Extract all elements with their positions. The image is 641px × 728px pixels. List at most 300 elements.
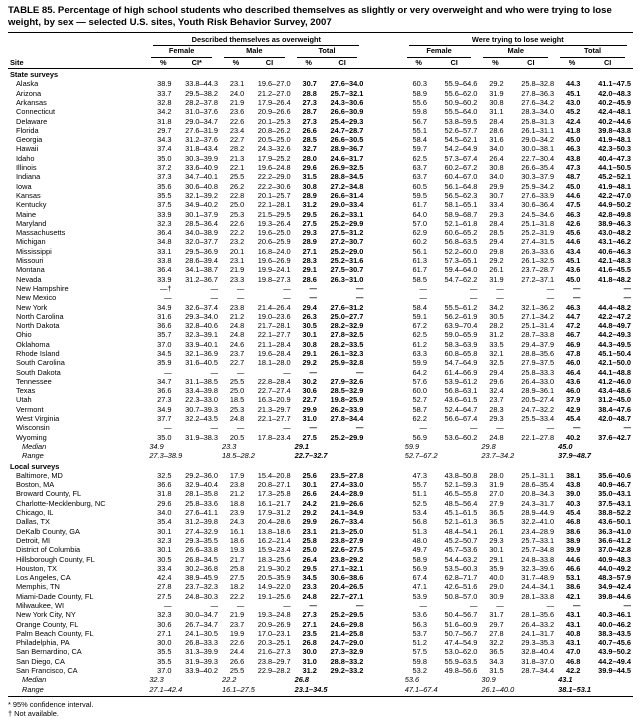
table-row	[8, 349, 633, 358]
subgroup-loseweight-male: Male	[479, 46, 556, 57]
subgroup-loseweight-female: Female	[403, 46, 480, 57]
ci-value: 57.3–67.4	[444, 153, 478, 163]
ci-value: 34.7–40.1	[185, 172, 218, 182]
pct-value: 29.3	[302, 228, 317, 238]
ci-value: 29.5–36.9	[185, 246, 218, 256]
pct-value: 28.0	[302, 153, 317, 163]
gap-cell	[365, 508, 402, 517]
ci-value: 20.6–25.9	[257, 237, 291, 247]
ci-value: 44.1–50.5	[598, 163, 631, 173]
pct-value: —	[309, 283, 317, 293]
ci-value: 53.0–62.0	[444, 647, 478, 657]
ci-value: 32.8–40.4	[521, 647, 555, 657]
subgroup-described-total: Total	[293, 46, 366, 57]
pct-value: 46.0	[565, 386, 581, 396]
table-row	[8, 657, 633, 666]
pct-value: 26.4	[302, 554, 317, 564]
pct-value: 29.9	[489, 181, 504, 191]
ci-value: 42.2–47.0	[598, 190, 631, 200]
ci-value: 31.9–38.3	[185, 432, 218, 442]
ci-value: 20.1–25.3	[257, 116, 291, 126]
pct-value: 25.0	[229, 386, 245, 396]
pct-value: 28.9	[302, 237, 317, 247]
pct-value: 33.1	[157, 246, 172, 256]
pct-value: 32.5	[157, 470, 172, 480]
ci-value: 25.1–31.1	[521, 470, 555, 480]
ci-value: 37.5–43.1	[598, 498, 631, 508]
ci-value: 23.8–29.2	[330, 554, 364, 564]
summary-row	[8, 685, 633, 697]
pct-value: —	[309, 293, 317, 303]
pct-value: 45.0	[565, 135, 581, 145]
pct-value: 23.1	[229, 256, 245, 266]
pct-value: 27.5	[302, 218, 317, 228]
pct-value: 51.1	[412, 489, 427, 499]
pct-value: 21.2	[229, 489, 245, 499]
ci-value: —	[283, 601, 291, 610]
ci-value: 33.6–40.9	[185, 163, 218, 173]
pct-value: 26.1	[489, 265, 504, 275]
pct-value: 34.8	[157, 237, 172, 247]
ci-value: 52.4–64.7	[444, 404, 478, 414]
pct-value: 37.5	[157, 200, 172, 210]
ci-value: 22.7–30.4	[521, 153, 555, 163]
pct-value: 37.0	[157, 339, 172, 349]
pct-value: 48.0	[412, 535, 427, 545]
ci-value: 24.1–31.7	[521, 628, 555, 638]
ci-value: 28.2–32.9	[330, 321, 364, 331]
pct-value: 26.6	[229, 656, 245, 666]
ci-value: 53.6–60.2	[444, 432, 478, 442]
ci-value: 25.2–29.9	[330, 218, 364, 228]
pct-value: 25.0	[302, 545, 317, 555]
pct-value: 36.6	[157, 386, 172, 396]
ci-value: 28.6–35.4	[521, 480, 555, 490]
ci-value: 24.8–33.8	[521, 554, 555, 564]
pct-value: 47.3	[565, 163, 581, 173]
gap-cell	[365, 555, 402, 564]
pct-value: 46.8	[565, 517, 581, 527]
pct-value: 25.8	[229, 563, 245, 573]
site-name: New Mexico	[16, 293, 57, 303]
pct-value: 63.3	[412, 348, 427, 358]
pct-value: 23.3	[302, 582, 317, 592]
ci-value: 31.9–39.3	[185, 656, 218, 666]
pct-value: 43.4	[565, 246, 581, 256]
pct-value: 55.1	[412, 125, 427, 135]
pct-value: 24.8	[229, 330, 245, 340]
pct-value: 28.5	[302, 135, 317, 145]
site-name: Ohio	[16, 330, 32, 340]
pct-value: 32.3	[157, 535, 172, 545]
pct-value: 29.2	[489, 79, 504, 89]
site-name: Connecticut	[16, 107, 56, 117]
ci-value: 60.4–67.0	[444, 172, 478, 182]
ci-value: 20.5–35.9	[257, 573, 291, 583]
table-row	[8, 610, 633, 619]
pct-value: 22.7	[302, 395, 317, 405]
ci-value: 16.2–21.4	[257, 535, 291, 545]
pct-value: 26.6	[302, 489, 317, 499]
ci-value: 44.2–49.4	[598, 656, 631, 666]
ci-value: 54.4–63.2	[444, 554, 478, 564]
pct-value: 32.2	[489, 638, 504, 648]
pct-value: —	[236, 283, 245, 293]
ci-value: 24.5–34.6	[521, 209, 555, 219]
ci-value: 24.6–31.7	[330, 153, 364, 163]
site-column-header: Site	[8, 58, 147, 69]
ci-value: 24.8–30.3	[185, 591, 218, 601]
pct-value: 19.9	[229, 628, 245, 638]
gap-cell	[365, 126, 402, 135]
pct-value: 56.7	[412, 116, 427, 126]
gap-cell	[365, 312, 402, 321]
pct-value: 26.1	[489, 526, 504, 536]
site-name: South Carolina	[16, 358, 65, 368]
pct-value: 35.0	[157, 153, 172, 163]
pct-value: 41.8	[565, 125, 581, 135]
ci-value: 38.3–43.5	[598, 628, 631, 638]
pct-value: 21.7	[229, 554, 245, 564]
pct-value: 61.7	[412, 265, 427, 275]
pct-value: 24.8	[489, 432, 504, 442]
pct-value: 46.0	[565, 358, 581, 368]
pct-value: 37.7	[157, 414, 172, 424]
ci-value: 45.7–53.6	[444, 545, 478, 555]
pct-value: 29.5	[302, 563, 317, 573]
ci-value: 21.1–28.4	[257, 339, 291, 349]
pct-value: 44.6	[565, 237, 581, 247]
site-name: Mississippi	[16, 246, 52, 256]
summary-value: 38.1–53.1	[556, 685, 633, 697]
gap-cell	[365, 247, 402, 256]
col-header-gap	[365, 58, 402, 69]
table-row	[8, 638, 633, 647]
ci-value: —	[283, 283, 291, 293]
ci-value: 27.2–30.7	[330, 237, 364, 247]
ci-value: 39.8–44.6	[598, 591, 631, 601]
table-row	[8, 433, 633, 442]
table-row	[8, 107, 633, 116]
pct-value: 27.5	[229, 573, 245, 583]
ci-value: 28.1–35.6	[521, 610, 555, 620]
pct-value: 19.3	[229, 545, 245, 555]
gap-cell	[365, 303, 402, 312]
pct-value: 29.1	[489, 554, 504, 564]
ci-value: 36.6–41.2	[598, 535, 631, 545]
gap-cell	[365, 499, 402, 508]
ci-value: —	[283, 367, 291, 377]
ci-value: 23.8–29.7	[257, 656, 291, 666]
site-name: Charlotte-Mecklenburg, NC	[16, 498, 106, 508]
summary-value: 59.9	[404, 441, 420, 451]
site-name: Detroit, MI	[16, 535, 51, 545]
ci-value: 26.6–33.8	[185, 545, 218, 555]
pct-value: —	[496, 283, 504, 293]
footnote-ci: * 95% confidence interval.	[8, 699, 94, 709]
pct-value: 30.8	[302, 181, 317, 191]
section-header-row	[8, 461, 633, 471]
pct-value: 45.4	[565, 414, 581, 424]
subgroup-gap	[365, 46, 402, 57]
ci-value: 19.3–24.8	[257, 610, 291, 620]
ci-value: 29.3–35.5	[185, 535, 218, 545]
pct-value: 22.2	[229, 228, 245, 238]
pct-value: 37.0	[157, 666, 172, 676]
pct-value: 23.1	[302, 526, 317, 536]
ci-value: 42.2–47.2	[598, 311, 631, 321]
pct-value: 28.2	[489, 321, 504, 331]
table-row	[8, 395, 633, 404]
table-row	[8, 592, 633, 601]
pct-value: 33.9	[157, 209, 172, 219]
table-row	[8, 330, 633, 339]
gap-cell	[365, 340, 402, 349]
summary-value: 27.3–38.9	[149, 451, 183, 461]
ci-value: 28.9–44.9	[521, 508, 555, 518]
ci-value: 56.6–67.4	[444, 414, 478, 424]
ci-value: —	[355, 423, 364, 433]
table-row	[8, 358, 633, 367]
pct-value: 22.2	[229, 591, 245, 601]
pct-value: 33.5	[489, 339, 504, 349]
pct-value: 34.2	[489, 302, 504, 312]
pct-value: 36.4	[157, 228, 172, 238]
ci-value: 48.4–54.1	[444, 526, 478, 536]
ci-value: 23.5–27.8	[330, 470, 364, 480]
pct-value: 31.1	[489, 107, 504, 117]
pct-value: 24.4	[229, 647, 245, 657]
gap-cell	[365, 293, 402, 302]
pct-value: 27.1	[157, 628, 172, 638]
pct-value: 36.4	[157, 265, 172, 275]
pct-value: —	[572, 293, 581, 303]
ci-value: 50.8–57.0	[444, 591, 478, 601]
ci-value: —	[470, 293, 478, 303]
ci-value: 28.8–34.5	[330, 172, 364, 182]
site-name: DeKalb County, GA	[16, 526, 80, 536]
gap-cell	[365, 368, 402, 377]
pct-value: 46.9	[565, 339, 581, 349]
site-name: Illinois	[16, 163, 37, 173]
ci-value: 16.8–24.0	[257, 246, 291, 256]
ci-value: 20.9–26.6	[257, 107, 291, 117]
pct-value: 30.8	[302, 339, 317, 349]
table-row	[8, 620, 633, 629]
ci-value: —	[355, 293, 364, 303]
ci-value: 50.9–60.2	[444, 97, 478, 107]
ci-value: 30.1–37.9	[185, 209, 218, 219]
gap-cell	[365, 527, 402, 536]
summary-value: 43.1	[558, 675, 573, 685]
pct-value: 56.9	[412, 563, 427, 573]
pct-value: 34.5	[157, 348, 172, 358]
summary-value: 29.8	[481, 441, 496, 451]
gap-cell	[365, 480, 402, 489]
pct-value: 32.8	[157, 97, 172, 107]
ci-value: 27.6–31.2	[330, 302, 364, 312]
ci-value: 33.9–40.1	[185, 339, 218, 349]
gap-cell	[365, 405, 402, 414]
ci-value: 27.5–31.2	[330, 228, 364, 238]
ci-value: 31.2–39.8	[185, 517, 218, 527]
ci-value: 63.9–70.4	[444, 321, 478, 331]
ci-value: 26.2–33.9	[330, 404, 364, 414]
gap-cell	[365, 144, 402, 153]
pct-value: 23.8	[229, 480, 245, 490]
ci-value: 21.4–26.4	[257, 302, 291, 312]
ci-value: 29.3–34.0	[185, 311, 218, 321]
pct-value: 67.2	[412, 321, 427, 331]
pct-value: —	[309, 367, 317, 377]
gap-cell	[365, 182, 402, 191]
ci-value: 26.8–34.5	[185, 554, 218, 564]
pct-value: 47.5	[565, 200, 581, 210]
gap-cell	[365, 675, 402, 684]
ci-value: 27.8–36.3	[521, 88, 555, 98]
ci-value: 22.9–28.2	[257, 666, 291, 676]
ci-value: 43.6–50.1	[598, 517, 631, 527]
site-name: Maine	[16, 209, 37, 219]
ci-value: 41.6–45.5	[598, 265, 631, 275]
pct-value: —	[236, 601, 245, 610]
ci-value: 32.3–39.6	[521, 563, 555, 573]
ci-value: 20.1–25.7	[257, 190, 291, 200]
pct-value: 63.7	[412, 172, 427, 182]
ci-value: 45.1–61.5	[444, 508, 478, 518]
pct-value: 25.5	[229, 172, 245, 182]
pct-value: 30.1	[302, 480, 317, 490]
gap-cell	[365, 349, 402, 358]
ci-value: 25.8–32.8	[521, 79, 555, 89]
pct-value: 36.6	[157, 480, 172, 490]
pct-value: —	[419, 601, 427, 610]
ci-value: 19.6–27.0	[257, 79, 291, 89]
pct-value: 61.3	[412, 256, 427, 266]
pct-value: 45.0	[565, 274, 581, 284]
section-label: State surveys	[10, 70, 59, 80]
ci-value: 53.8–59.5	[444, 116, 478, 126]
pct-value: 38.9	[157, 79, 172, 89]
pct-value: 43.0	[565, 97, 581, 107]
gap-cell	[365, 330, 402, 339]
site-name: Utah	[16, 395, 32, 405]
ci-value: 15.4–20.8	[257, 470, 291, 480]
site-name: Range	[22, 451, 44, 461]
pct-value: 43.6	[565, 376, 581, 386]
summary-value: 23.3	[221, 441, 237, 451]
ci-value: —	[623, 601, 631, 610]
gap-cell	[365, 564, 402, 573]
ci-value: 28.5–32.9	[330, 386, 364, 396]
site-name: Indiana	[16, 172, 41, 182]
pct-value: 25.5	[229, 376, 245, 386]
ci-value: 43.9–50.2	[598, 647, 631, 657]
pct-value: 27.9	[489, 498, 504, 508]
table-row	[8, 237, 633, 246]
pct-value: 33.9	[157, 274, 172, 284]
pct-value: 46.7	[565, 330, 581, 340]
pct-value: 30.5	[302, 321, 317, 331]
pct-value: 29.5	[302, 209, 317, 219]
ci-value: 18.3–25.6	[257, 554, 291, 564]
pct-value: 23.6	[229, 107, 245, 117]
pct-value: 29.4	[489, 367, 504, 377]
ci-value: —	[470, 601, 478, 610]
ci-value: —	[546, 293, 555, 303]
pct-value: 28.2	[229, 144, 245, 154]
ci-value: 20.8–34.3	[521, 489, 555, 499]
pct-value: 46.4	[565, 367, 581, 377]
ci-value: 41.9–48.1	[598, 181, 631, 191]
pct-value: —	[236, 367, 245, 377]
site-name: West Virginia	[16, 414, 60, 424]
ci-value: 48.3–57.9	[598, 573, 631, 583]
summary-value: 27.1–42.4	[147, 685, 220, 697]
pct-value: 37.4	[157, 144, 172, 154]
ci-value: 20.5–27.4	[521, 395, 555, 405]
pct-value: 33.4	[489, 200, 504, 210]
site-name: Wisconsin	[16, 423, 50, 433]
gap-cell	[365, 154, 402, 163]
pct-value: 31.6	[489, 135, 504, 145]
pct-value: 58.9	[412, 88, 427, 98]
pct-value: 30.8	[489, 163, 504, 173]
ci-value: 32.1–39.2	[185, 190, 218, 200]
subgroup-loseweight-total: Total	[556, 46, 633, 57]
ci-value: 43.4–48.6	[598, 386, 631, 396]
ci-value: 20.4–28.6	[257, 517, 291, 527]
summary-value: 26.8	[294, 675, 310, 685]
pct-value: 27.3	[157, 395, 172, 405]
pct-value: 30.1	[489, 545, 504, 555]
pct-value: 34.2	[157, 107, 172, 117]
col-header-ci: CI	[429, 58, 479, 69]
ci-value: 41.2–46.0	[598, 376, 631, 386]
ci-value: 40.2–44.6	[598, 116, 631, 126]
pct-value: 52.7	[412, 395, 427, 405]
ci-value: 51.6–60.9	[444, 619, 478, 629]
pct-value: 23.3	[229, 274, 245, 284]
ci-value: 31.2–36.7	[185, 274, 218, 284]
ci-value: —	[470, 283, 478, 293]
pct-value: 24.3	[229, 517, 245, 527]
pct-value: 23.1	[229, 79, 245, 89]
pct-value: 27.1	[302, 246, 317, 256]
site-name: Hawaii	[16, 144, 39, 154]
ci-value: 14.9–22.0	[257, 582, 291, 592]
ci-value: 28.9–36.1	[521, 386, 555, 396]
ci-value: 18.1–28.0	[257, 358, 291, 368]
pct-value: 23.5	[302, 628, 317, 638]
table-row	[8, 265, 633, 274]
pct-value: 34.9	[157, 404, 172, 414]
pct-value: 51.3	[412, 526, 427, 536]
ci-value: 28.1–33.8	[521, 591, 555, 601]
site-name: Dallas, TX	[16, 517, 50, 527]
ci-value: 25.9–32.8	[330, 358, 364, 368]
table-row	[8, 573, 633, 582]
pct-value: 32.3	[157, 218, 172, 228]
ci-value: 31.2–45.0	[598, 395, 631, 405]
pct-value: 26.6	[302, 125, 317, 135]
site-name: Maryland	[16, 218, 47, 228]
summary-value: 53.6	[404, 675, 420, 685]
col-header-ci: CI	[506, 58, 556, 69]
site-name: Wyoming	[16, 432, 47, 442]
pct-value: 31.5	[489, 666, 504, 676]
pct-value: 44.6	[565, 554, 581, 564]
